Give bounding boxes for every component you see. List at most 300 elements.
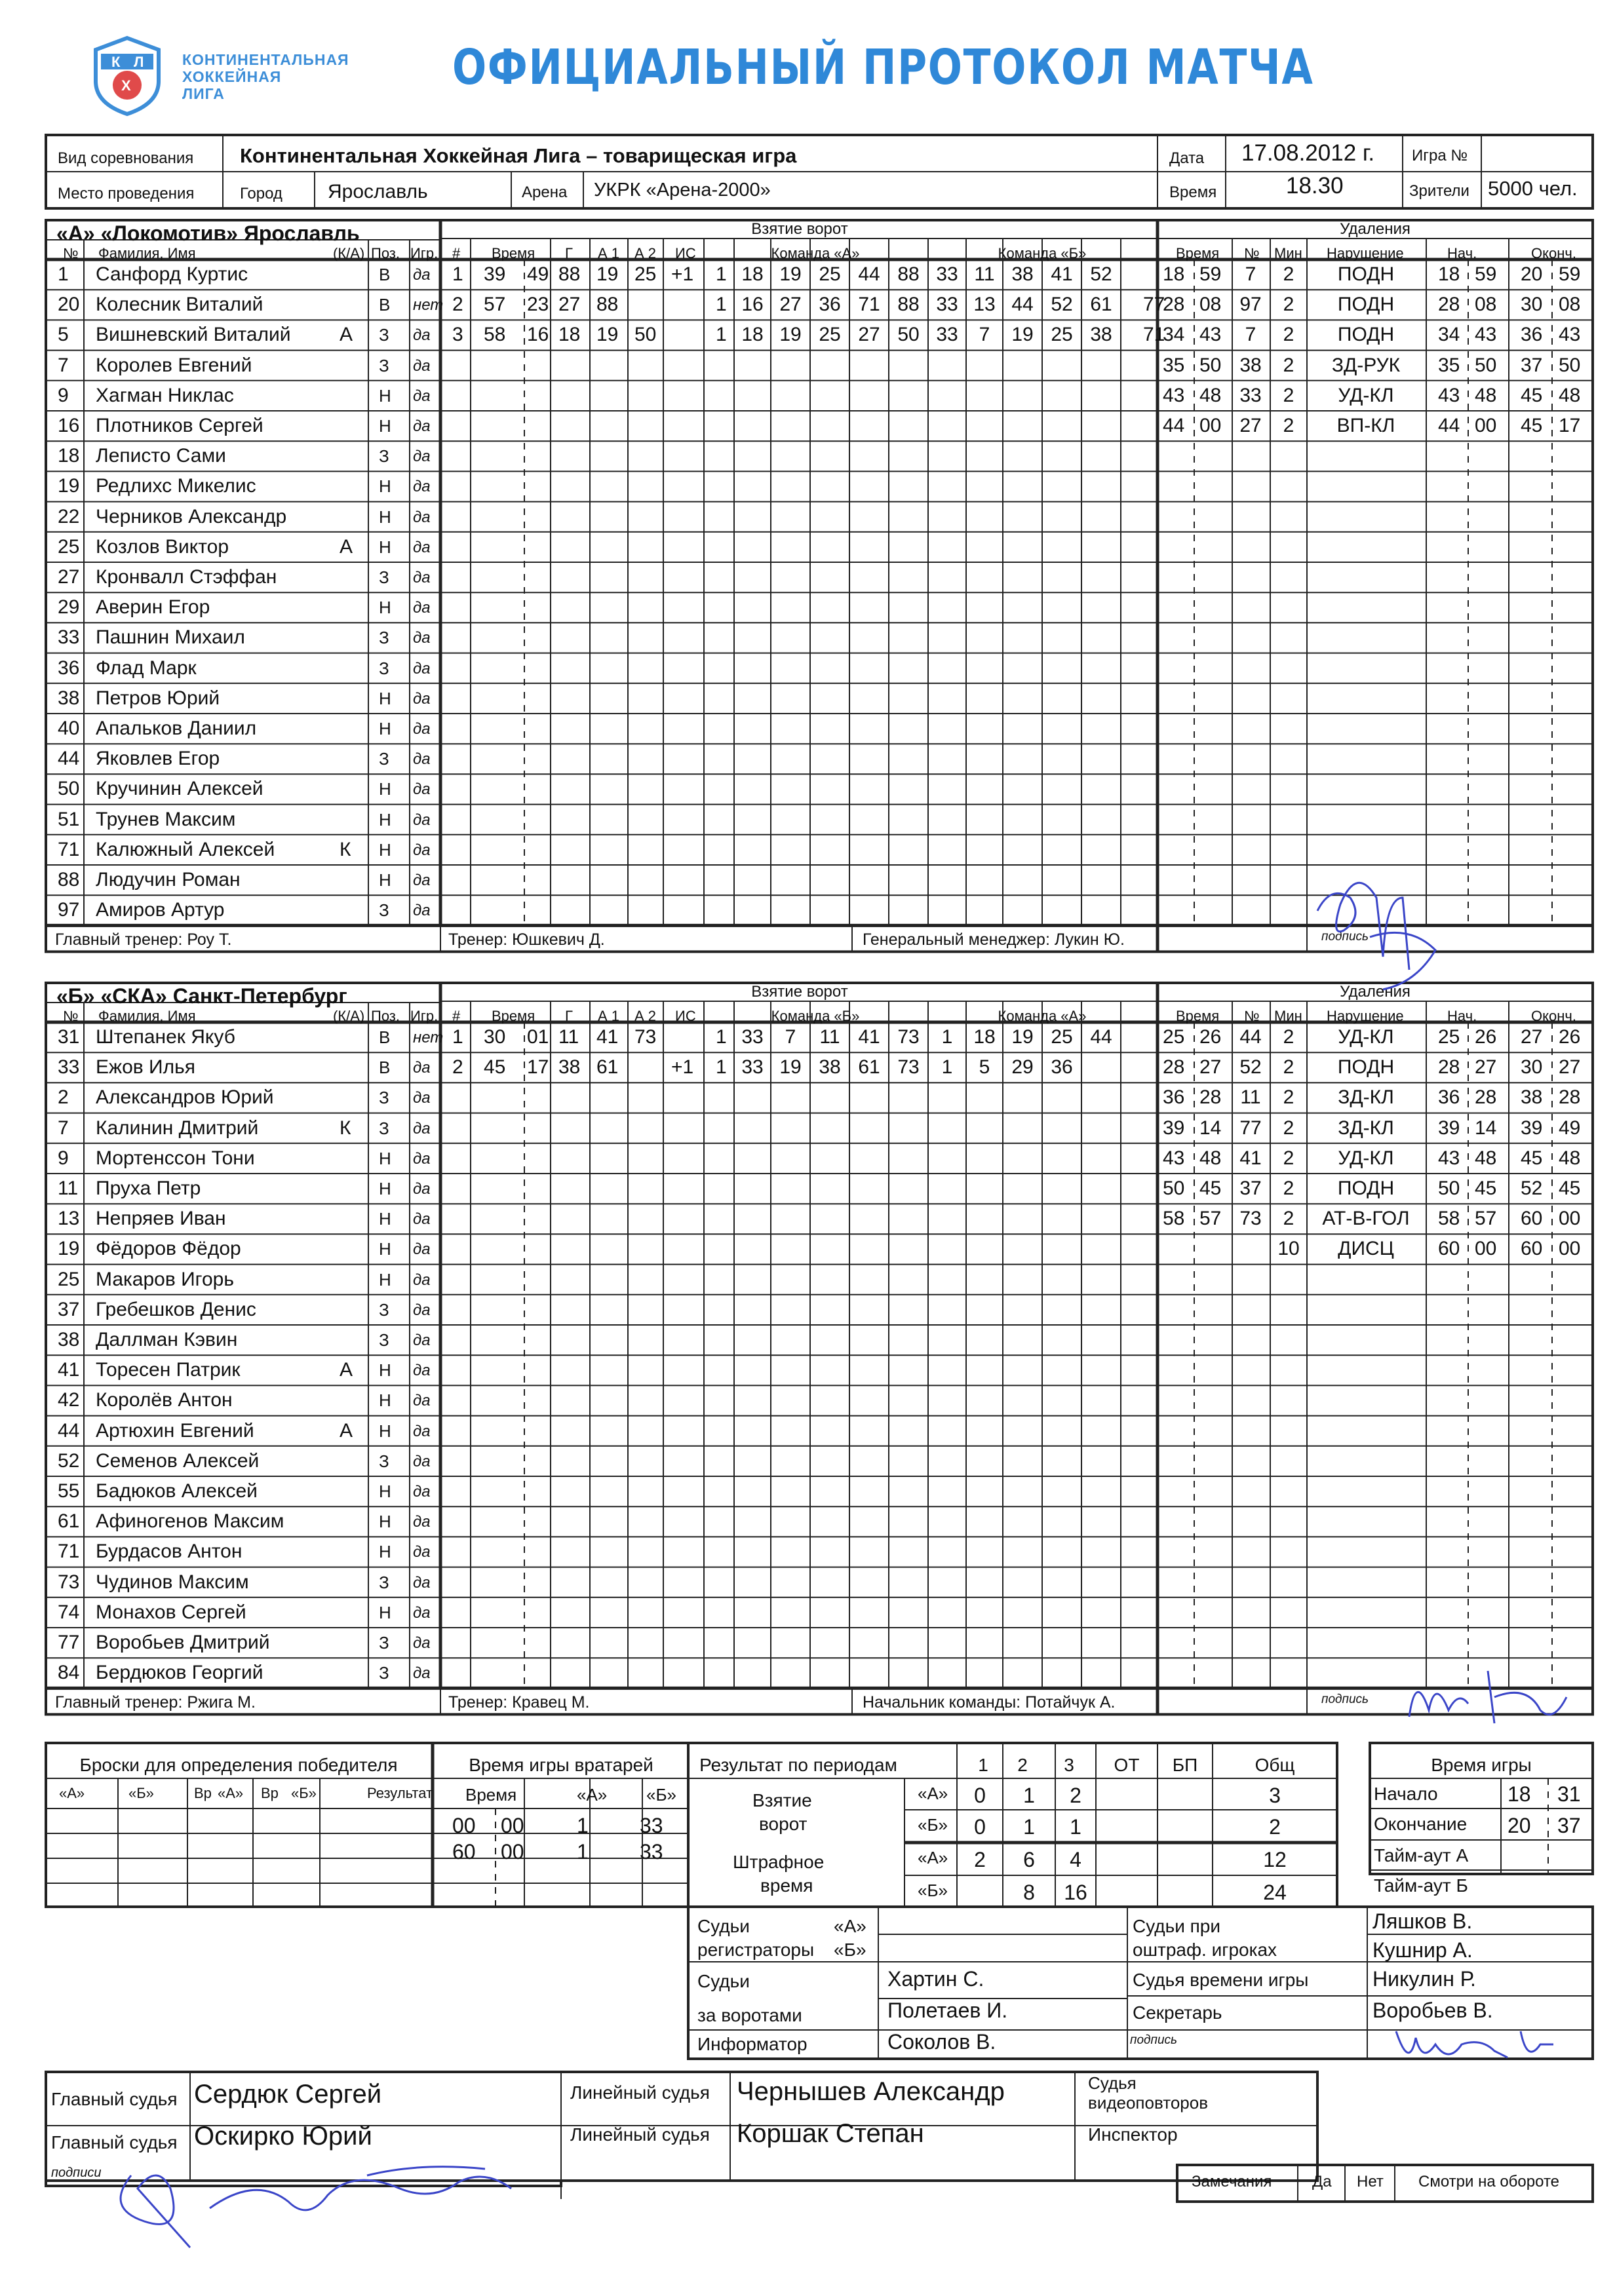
penalty-violation: ЗД-РУК <box>1331 354 1401 376</box>
penalty-violation: УД-КЛ <box>1338 1026 1394 1048</box>
penalty-start-sec: 14 <box>1475 1117 1497 1139</box>
timeout-b: Тайм-аут Б <box>1374 1875 1468 1896</box>
goal-number: 2 <box>452 294 463 316</box>
goal-on-ice: 19 <box>779 324 802 346</box>
player-number: 84 <box>58 1662 80 1684</box>
pim-a: 6 <box>1023 1848 1035 1871</box>
signature-label: подпись <box>1321 1693 1369 1707</box>
goal-on-ice: 88 <box>897 263 920 285</box>
player-played: да <box>413 569 431 586</box>
penalty-time-min: 25 <box>1163 1026 1185 1048</box>
timekeeper-name: Никулин Р. <box>1372 1967 1476 1991</box>
penalty-violation: ПОДН <box>1337 1177 1395 1199</box>
goal-on-ice: 41 <box>858 1026 880 1048</box>
goals-header: Взятие ворот <box>751 983 848 1001</box>
goal-situation: +1 <box>671 1056 694 1079</box>
player-position: З <box>379 1299 389 1320</box>
col-is: ИС <box>675 1008 696 1024</box>
col-a2: А 2 <box>634 1008 657 1024</box>
goal-period: 1 <box>716 324 727 346</box>
goals-a: 3 <box>1269 1784 1281 1807</box>
player-played: да <box>413 1362 431 1380</box>
goal-opp-on-ice: 33 <box>936 324 958 346</box>
goal-opp-on-ice: 1 <box>941 1026 953 1048</box>
col-violation: Нарушение <box>1327 1008 1404 1024</box>
player-name: Калинин Дмитрий <box>96 1117 259 1139</box>
col-pen-time: Время <box>1176 245 1220 261</box>
goal-opp-on-ice: 52 <box>1051 294 1073 316</box>
penalty-box-name: Ляшков В. <box>1372 1909 1473 1933</box>
penalty-minutes: 2 <box>1283 1177 1294 1199</box>
goal-on-ice: 44 <box>858 263 880 285</box>
player-played: да <box>413 1392 431 1410</box>
penalty-end-min: 52 <box>1521 1177 1543 1199</box>
goals-label: ворот <box>759 1814 808 1834</box>
goal-situation: +1 <box>671 263 694 285</box>
penalty-minutes: 2 <box>1283 294 1294 316</box>
penalty-minutes: 2 <box>1283 415 1294 436</box>
penalty-end-min: 60 <box>1521 1238 1543 1260</box>
player-played: да <box>413 538 431 556</box>
player-name: Монахов Сергей <box>96 1601 246 1623</box>
penalty-minutes: 2 <box>1283 1147 1294 1169</box>
player-name: Штепанек Якуб <box>96 1026 235 1048</box>
goal-opp-on-ice: 36 <box>1051 1056 1073 1079</box>
player-role: А <box>340 1419 353 1442</box>
goal-opp-on-ice: 38 <box>1011 263 1034 285</box>
competition-value: Континентальная Хоккейная Лига – товарищеская игра <box>240 144 797 167</box>
player-played: да <box>413 1422 431 1440</box>
remarks-label: Замечания <box>1192 2173 1272 2191</box>
penalty-violation: УД-КЛ <box>1338 1147 1394 1169</box>
penalty-start-sec: 48 <box>1475 384 1497 406</box>
head-ref-name: Оскирко Юрий <box>194 2122 372 2151</box>
remarks-yes: Да <box>1312 2173 1332 2191</box>
goal-assist-1: 19 <box>596 263 619 285</box>
goal-on-ice: 73 <box>897 1056 920 1079</box>
team-label: «А» <box>918 1848 948 1867</box>
col-end: Оконч. <box>1531 1008 1576 1024</box>
player-role: А <box>340 535 353 558</box>
head-ref-label: Главный судья <box>51 2089 178 2109</box>
goal-judges-label: Судьи <box>697 1971 750 1991</box>
player-name: Яковлев Егор <box>96 748 220 770</box>
penalties-header: Удаления <box>1340 983 1411 1001</box>
penalty-end-sec: 00 <box>1559 1208 1581 1230</box>
player-number: 38 <box>58 1329 80 1350</box>
player-number: 33 <box>58 1056 80 1079</box>
goal-on-ice: 18 <box>741 324 764 346</box>
player-played: да <box>413 780 431 799</box>
goal-on-ice: 27 <box>779 294 802 316</box>
goals-label: Взятие <box>752 1790 812 1810</box>
penalty-end-min: 39 <box>1521 1117 1543 1139</box>
goalie-b: 33 <box>640 1840 663 1864</box>
player-number: 38 <box>58 687 80 709</box>
player-position: Н <box>379 1179 391 1198</box>
period-title: Результат по периодам <box>699 1755 897 1775</box>
player-name: Апальков Даниил <box>96 718 257 739</box>
period-col: 3 <box>1064 1755 1074 1775</box>
player-number: 44 <box>58 1419 80 1442</box>
player-name: Аверин Егор <box>96 596 210 619</box>
goal-judge-name: Полетаев И. <box>887 1999 1008 2022</box>
player-position: Н <box>379 1602 391 1622</box>
player-name: Петров Юрий <box>96 687 220 709</box>
period-col: 2 <box>1017 1755 1028 1775</box>
penalty-time-sec: 08 <box>1199 294 1222 316</box>
player-name: Трунев Максим <box>96 808 236 830</box>
penalty-minutes: 2 <box>1283 384 1294 406</box>
penalty-box-name: Кушнир А. <box>1372 1938 1473 1962</box>
player-name: Артюхин Евгений <box>96 1419 254 1442</box>
pim-b: 16 <box>1064 1881 1087 1904</box>
player-played: да <box>413 1664 431 1683</box>
player-number: 52 <box>58 1449 80 1472</box>
signature-team-a <box>1304 858 1455 1003</box>
player-name: Ежов Илья <box>96 1056 195 1079</box>
goal-opp-on-ice: 18 <box>973 1026 996 1048</box>
player-name: Редлихс Микелис <box>96 475 256 497</box>
goal-assist-2: 50 <box>634 324 657 346</box>
penalty-end-min: 30 <box>1521 1056 1543 1079</box>
player-position: Н <box>379 1512 391 1532</box>
player-played: да <box>413 1331 431 1349</box>
goal-opp-on-ice: 44 <box>1090 1026 1112 1048</box>
player-name: Амиров Артур <box>96 899 225 921</box>
player-number: 71 <box>58 838 80 860</box>
penalty-time-sec: 45 <box>1199 1177 1222 1199</box>
player-played: да <box>413 1513 431 1531</box>
penalty-start-sec: 45 <box>1475 1177 1497 1199</box>
col-start: Нач. <box>1447 1008 1477 1024</box>
penalty-end-min: 38 <box>1521 1086 1543 1109</box>
col-g: Г <box>565 1008 573 1024</box>
player-played: да <box>413 508 431 526</box>
goal-opp-on-ice: 19 <box>1011 324 1034 346</box>
player-position: Н <box>379 416 391 436</box>
goal-opp-on-ice: 29 <box>1011 1056 1034 1079</box>
player-played: да <box>413 720 431 738</box>
col-team-off: Команда «Б» <box>998 245 1087 261</box>
shootout-col: «А» <box>59 1785 85 1801</box>
col-name: Фамилия, Имя <box>98 245 196 261</box>
player-played: да <box>413 1210 431 1229</box>
col-a2: А 2 <box>634 245 657 261</box>
goal-time-sec: 23 <box>527 294 549 316</box>
goal-opp-on-ice: 25 <box>1051 324 1073 346</box>
player-position: З <box>379 446 389 467</box>
player-number: 50 <box>58 778 80 800</box>
penalty-time-sec: 59 <box>1199 263 1222 285</box>
goal-opp-on-ice: 33 <box>936 263 958 285</box>
goal-opp-on-ice: 5 <box>979 1056 990 1079</box>
svg-text:Л: Л <box>134 54 144 70</box>
goals-b: 1 <box>1023 1815 1035 1839</box>
player-name: Александров Юрий <box>96 1086 274 1109</box>
penalty-time-sec: 28 <box>1199 1086 1222 1109</box>
col-a1: А 1 <box>598 245 620 261</box>
penalty-box-label: оштраф. игроках <box>1133 1940 1277 1960</box>
player-position: В <box>379 1027 391 1047</box>
start-sec: 31 <box>1557 1782 1581 1806</box>
player-position: З <box>379 658 389 678</box>
col-pen-time: Время <box>1176 1008 1220 1024</box>
penalty-end-sec: 49 <box>1559 1117 1581 1139</box>
col-g: Г <box>565 245 573 261</box>
coach: Тренер: Юшкевич Д. <box>448 930 605 949</box>
shootout-title: Броски для определения победителя <box>79 1755 398 1775</box>
penalty-start-min: 43 <box>1438 384 1460 406</box>
player-number: 1 <box>58 263 69 285</box>
player-name: Флад Марк <box>96 657 197 679</box>
head-coach: Главный тренер: Роу Т. <box>55 930 232 949</box>
col-goal-num: # <box>452 245 461 261</box>
player-number: 9 <box>58 1147 69 1169</box>
penalty-start-sec: 59 <box>1475 263 1497 285</box>
goal-opp-on-ice: 7 <box>979 324 990 346</box>
player-position: Н <box>379 809 391 830</box>
penalty-player: 41 <box>1239 1147 1262 1169</box>
player-number: 29 <box>58 596 80 619</box>
arena-value: УКРК «Арена-2000» <box>594 180 771 201</box>
player-name: Макаров Игорь <box>96 1268 234 1290</box>
penalty-start-min: 25 <box>1438 1026 1460 1048</box>
goals-b: 0 <box>974 1815 986 1839</box>
player-played: да <box>413 750 431 769</box>
goal-time-min: 30 <box>484 1026 506 1048</box>
signature-referees <box>92 2149 603 2261</box>
goal-assist-1: 19 <box>596 324 619 346</box>
goal-time-min: 45 <box>484 1056 506 1079</box>
video-ref-label: Судья <box>1088 2073 1137 2093</box>
penalty-violation: ЗД-КЛ <box>1338 1117 1394 1139</box>
player-number: 36 <box>58 657 80 679</box>
goal-on-ice: 25 <box>819 263 841 285</box>
goals-b: 2 <box>1269 1815 1281 1839</box>
shootout-col: «А» <box>218 1785 244 1801</box>
player-number: 5 <box>58 324 69 346</box>
penalty-end-sec: 27 <box>1559 1056 1581 1079</box>
goal-number: 1 <box>452 1026 463 1048</box>
competition-type-label: Вид соревнования <box>58 149 194 167</box>
goal-on-ice: 19 <box>779 263 802 285</box>
spectators-label: Зрители <box>1409 182 1469 200</box>
penalty-player: 97 <box>1239 294 1262 316</box>
penalty-minutes: 2 <box>1283 1056 1294 1079</box>
penalty-end-sec: 43 <box>1559 324 1581 346</box>
penalty-time-min: 34 <box>1163 324 1185 346</box>
video-ref-label: видеоповторов <box>1088 2093 1209 2113</box>
time-value: 18.30 <box>1286 173 1344 199</box>
col-pen-no: № <box>1244 1008 1260 1024</box>
goal-time-sec: 16 <box>527 324 549 346</box>
period-col: БП <box>1172 1755 1198 1775</box>
penalty-violation: ПОДН <box>1337 294 1395 316</box>
penalty-start-min: 39 <box>1438 1117 1460 1139</box>
player-number: 18 <box>58 445 80 467</box>
end-label: Окончание <box>1374 1814 1468 1834</box>
goalie-col-b: «Б» <box>646 1785 676 1805</box>
penalty-end-sec: 48 <box>1559 1147 1581 1169</box>
player-played: да <box>413 659 431 678</box>
col-no: № <box>63 245 79 261</box>
penalty-player: 38 <box>1239 354 1262 376</box>
penalty-player: 27 <box>1239 415 1262 436</box>
player-played: да <box>413 629 431 647</box>
goal-scorer: 18 <box>558 324 581 346</box>
goal-on-ice: 38 <box>819 1056 841 1079</box>
player-number: 40 <box>58 718 80 739</box>
player-number: 7 <box>58 354 69 376</box>
col-goal-time: Время <box>492 1008 535 1024</box>
player-name: Гребешков Денис <box>96 1298 256 1320</box>
goal-on-ice: 33 <box>741 1056 764 1079</box>
player-position: З <box>379 628 389 648</box>
goalie-time-min: 60 <box>452 1840 476 1864</box>
goal-on-ice: 36 <box>819 294 841 316</box>
penalty-violation: ВП-КЛ <box>1336 415 1395 436</box>
goal-assist-1: 88 <box>596 294 619 316</box>
time-label: Время <box>1169 183 1217 201</box>
penalty-start-min: 36 <box>1438 1086 1460 1109</box>
player-position: Н <box>379 1209 391 1229</box>
penalty-end-sec: 50 <box>1559 354 1581 376</box>
goalie-a: 1 <box>577 1814 589 1837</box>
player-position: З <box>379 1572 389 1592</box>
goal-on-ice: 25 <box>819 324 841 346</box>
player-position: Н <box>379 507 391 527</box>
goal-opp-on-ice: 25 <box>1051 1026 1073 1048</box>
goal-on-ice: 50 <box>897 324 920 346</box>
player-played: да <box>413 448 431 466</box>
signatures-label: подписи <box>51 2166 102 2180</box>
period-col: 1 <box>978 1755 988 1775</box>
penalty-time-min: 18 <box>1163 263 1185 285</box>
penalty-end-sec: 08 <box>1559 294 1581 316</box>
col-goal-num: # <box>452 1008 461 1024</box>
pim-a: 4 <box>1070 1848 1081 1871</box>
player-number: 19 <box>58 475 80 497</box>
player-number: 31 <box>58 1026 80 1048</box>
city-label: Город <box>240 185 282 202</box>
signature-team-b <box>1396 1658 1593 1730</box>
col-goal-time: Время <box>492 245 535 261</box>
player-name: Бердюков Георгий <box>96 1662 263 1684</box>
col-pen-min: Мин <box>1274 1008 1302 1024</box>
player-name: Вишневский Виталий <box>96 324 291 346</box>
coach: Тренер: Кравец М. <box>448 1693 590 1712</box>
goal-on-ice: 73 <box>897 1026 920 1048</box>
league-name: КОНТИНЕНТАЛЬНАЯ ХОККЕЙНАЯ ЛИГА <box>182 51 349 102</box>
penalty-violation: ПОДН <box>1337 263 1395 285</box>
goal-scorer: 11 <box>558 1026 579 1048</box>
see-back-label: Смотри на обороте <box>1418 2173 1560 2191</box>
goal-opp-on-ice: 1 <box>941 1056 953 1079</box>
penalty-player: 37 <box>1239 1177 1262 1199</box>
player-name: Черников Александр <box>96 505 287 527</box>
player-played: да <box>413 1089 431 1107</box>
player-played: да <box>413 1149 431 1168</box>
player-played: да <box>413 478 431 496</box>
goal-opp-on-ice: 13 <box>973 294 996 316</box>
secretary-label: Секретарь <box>1133 2002 1222 2023</box>
penalty-time-min: 28 <box>1163 1056 1185 1079</box>
col-played: Игр. <box>410 1008 438 1024</box>
player-number: 44 <box>58 748 80 770</box>
player-position: З <box>379 749 389 769</box>
signature-label: подпись <box>1321 930 1369 944</box>
goals-a: 0 <box>974 1784 986 1807</box>
goal-time-min: 39 <box>484 263 506 285</box>
player-number: 20 <box>58 294 80 316</box>
player-position: Н <box>379 537 391 557</box>
penalty-time-sec: 00 <box>1199 415 1222 436</box>
team-label: «Б» <box>918 1881 948 1900</box>
pim-label: Штрафное <box>733 1852 825 1872</box>
goalie-time-sec: 00 <box>501 1814 524 1837</box>
player-name: Торесен Патрик <box>96 1359 241 1381</box>
penalty-player: 77 <box>1239 1117 1262 1139</box>
player-played: да <box>413 841 431 859</box>
player-name: Непряев Иван <box>96 1208 226 1230</box>
player-played: да <box>413 356 431 375</box>
goalie-a: 1 <box>577 1840 589 1864</box>
penalty-start-min: 60 <box>1438 1238 1460 1260</box>
team-label: «Б» <box>918 1815 948 1835</box>
player-position: Н <box>379 1421 391 1441</box>
penalty-time-min: 28 <box>1163 294 1185 316</box>
col-violation: Нарушение <box>1327 245 1404 261</box>
player-played: да <box>413 1483 431 1501</box>
penalty-violation: УД-КЛ <box>1338 384 1394 406</box>
player-name: Бурдасов Антон <box>96 1540 243 1563</box>
player-position: Н <box>379 1148 391 1168</box>
page-title: ОФИЦИАЛЬНЫЙ ПРОТОКОЛ МАТЧА <box>452 39 1314 96</box>
penalty-start-sec: 26 <box>1475 1026 1497 1048</box>
col-no: № <box>63 1008 79 1024</box>
penalty-minutes: 2 <box>1283 324 1294 346</box>
goalie-col-a: «А» <box>577 1785 608 1805</box>
player-position: В <box>379 265 391 284</box>
head-ref-name: Сердюк Сергей <box>194 2080 382 2109</box>
player-position: З <box>379 325 389 345</box>
player-number: 55 <box>58 1480 80 1502</box>
pim-a: 12 <box>1263 1848 1287 1871</box>
penalty-minutes: 2 <box>1283 354 1294 376</box>
player-number: 77 <box>58 1632 80 1653</box>
goalie-time-min: 00 <box>452 1814 476 1837</box>
player-number: 16 <box>58 415 80 436</box>
signature-secretary <box>1383 2018 1580 2077</box>
player-name: Бадюков Алексей <box>96 1480 258 1502</box>
player-name: Людучин Роман <box>96 869 241 890</box>
player-name: Козлов Виктор <box>96 535 229 558</box>
penalty-start-min: 28 <box>1438 1056 1460 1079</box>
team-manager: Генеральный менеджер: Лукин Ю. <box>863 930 1125 949</box>
head-ref-label: Главный судья <box>51 2132 178 2152</box>
goal-opp-on-ice: 52 <box>1090 263 1112 285</box>
penalty-end-min: 45 <box>1521 415 1543 436</box>
player-position: Н <box>379 870 391 890</box>
arena-label: Арена <box>522 183 568 201</box>
penalty-player: 11 <box>1240 1086 1261 1109</box>
goal-number: 2 <box>452 1056 463 1079</box>
col-a1: А 1 <box>598 1008 620 1024</box>
player-played: да <box>413 871 431 889</box>
penalty-start-sec: 27 <box>1475 1056 1497 1079</box>
goal-opp-on-ice: 11 <box>974 263 995 285</box>
